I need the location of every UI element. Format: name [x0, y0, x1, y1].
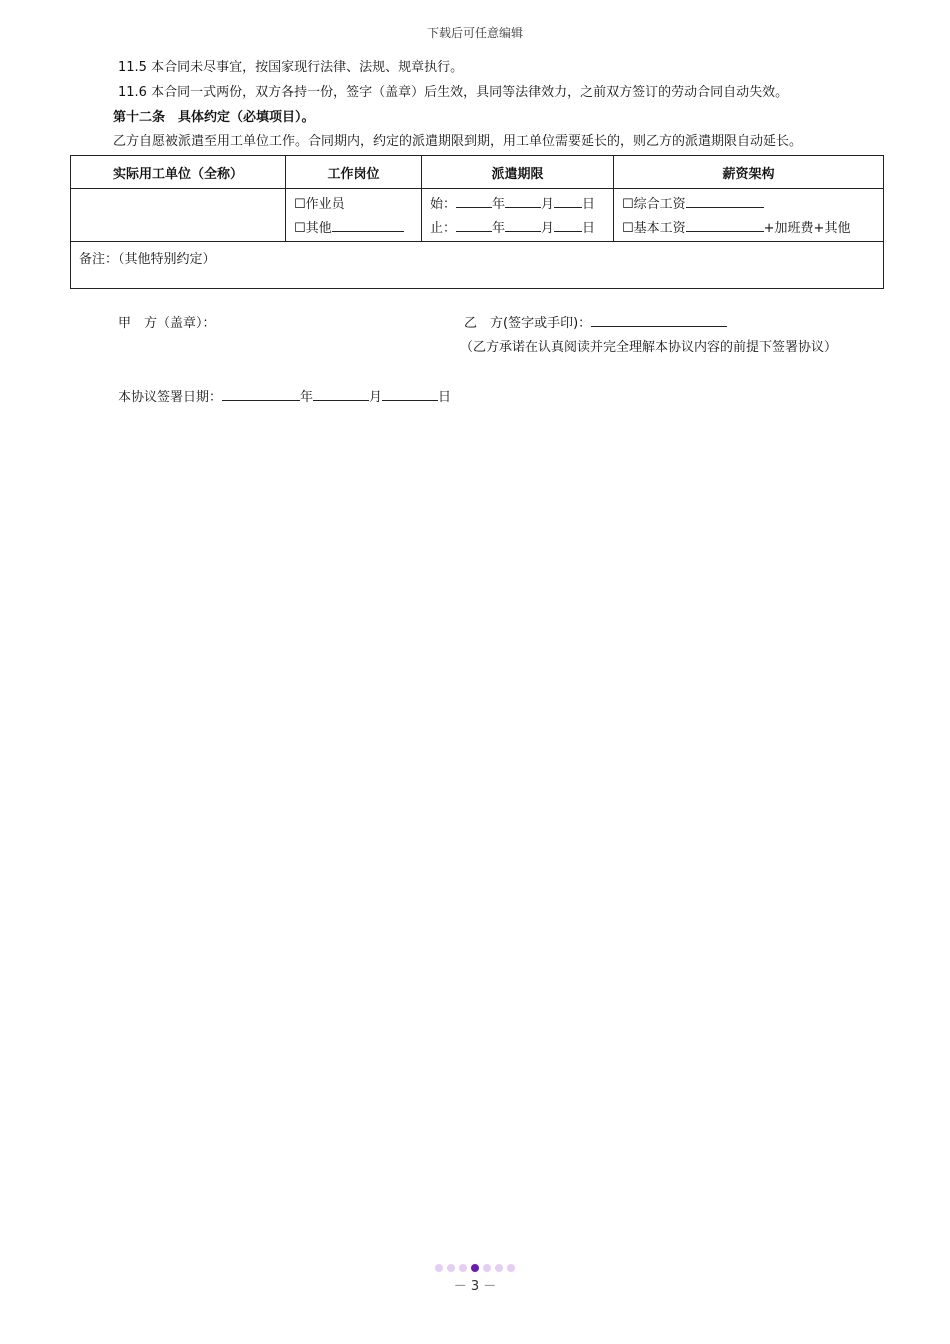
salary-option-basic[interactable]: ☐基本工资 +加班费+其他: [614, 217, 883, 241]
position-option-operator[interactable]: ☐作业员: [294, 197, 345, 212]
party-b-signature-blank: [591, 313, 727, 327]
clause-12-text: 乙方自愿被派遣至用工单位工作。合同期内，约定的派遣期限到期，用工单位需要延长的，则乙方的派遣期限自动延长。: [113, 134, 803, 149]
sign-date[interactable]: 本协议签署日期： 年 月 日: [118, 386, 451, 405]
party-b-signature[interactable]: 乙 方(签字或手印)：: [464, 312, 727, 331]
position-cell: [286, 189, 422, 242]
salary-option-comprehensive[interactable]: ☐综合工资: [614, 193, 883, 217]
page-dot[interactable]: [447, 1264, 455, 1272]
party-a-label: 甲 方（盖章）：: [118, 316, 216, 331]
page-indicator-dots: [0, 1261, 950, 1276]
clause-12-title: 第十二条 具体约定（必填项目）。: [113, 110, 315, 125]
page-dot-active[interactable]: [471, 1264, 479, 1272]
page-dot[interactable]: [495, 1264, 503, 1272]
page-dot[interactable]: [507, 1264, 515, 1272]
period-end[interactable]: 止： 年 月 日: [422, 217, 613, 241]
salary-cell: [614, 189, 884, 242]
period-start[interactable]: 始： 年 月 日: [422, 193, 613, 217]
employer-field[interactable]: [71, 189, 286, 242]
table-header-row: [71, 156, 884, 189]
header-salary: 薪资架构: [614, 156, 884, 189]
period-cell: [422, 189, 614, 242]
page-dot[interactable]: [459, 1264, 467, 1272]
position-option-other[interactable]: ☐其他: [286, 217, 421, 241]
table-row: [71, 189, 884, 242]
page-header-watermark: 下载后可任意编辑: [426, 26, 523, 40]
header-position: 工作岗位: [286, 156, 422, 189]
header-employer: 实际用工单位（全称）: [71, 156, 286, 189]
other-position-blank: [332, 218, 404, 232]
page-number: － 3 －: [453, 1279, 497, 1294]
page-dot[interactable]: [435, 1264, 443, 1272]
agreement-table: [70, 155, 884, 289]
party-b-note: （乙方承诺在认真阅读并完全理解本协议内容的前提下签署协议）: [460, 340, 838, 355]
header-period: 派遣期限: [422, 156, 614, 189]
clause-11-5: 11.5 本合同未尽事宜，按国家现行法律、法规、规章执行。: [118, 60, 464, 75]
clause-11-6: 11.6 本合同一式两份，双方各持一份，签字（盖章）后生效，具同等法律效力，之前双方签订的劳动合同自动失效。: [118, 85, 789, 100]
note-field[interactable]: 备注：（其他特别约定）: [71, 242, 884, 289]
page-dot[interactable]: [483, 1264, 491, 1272]
table-note-row: [71, 242, 884, 289]
